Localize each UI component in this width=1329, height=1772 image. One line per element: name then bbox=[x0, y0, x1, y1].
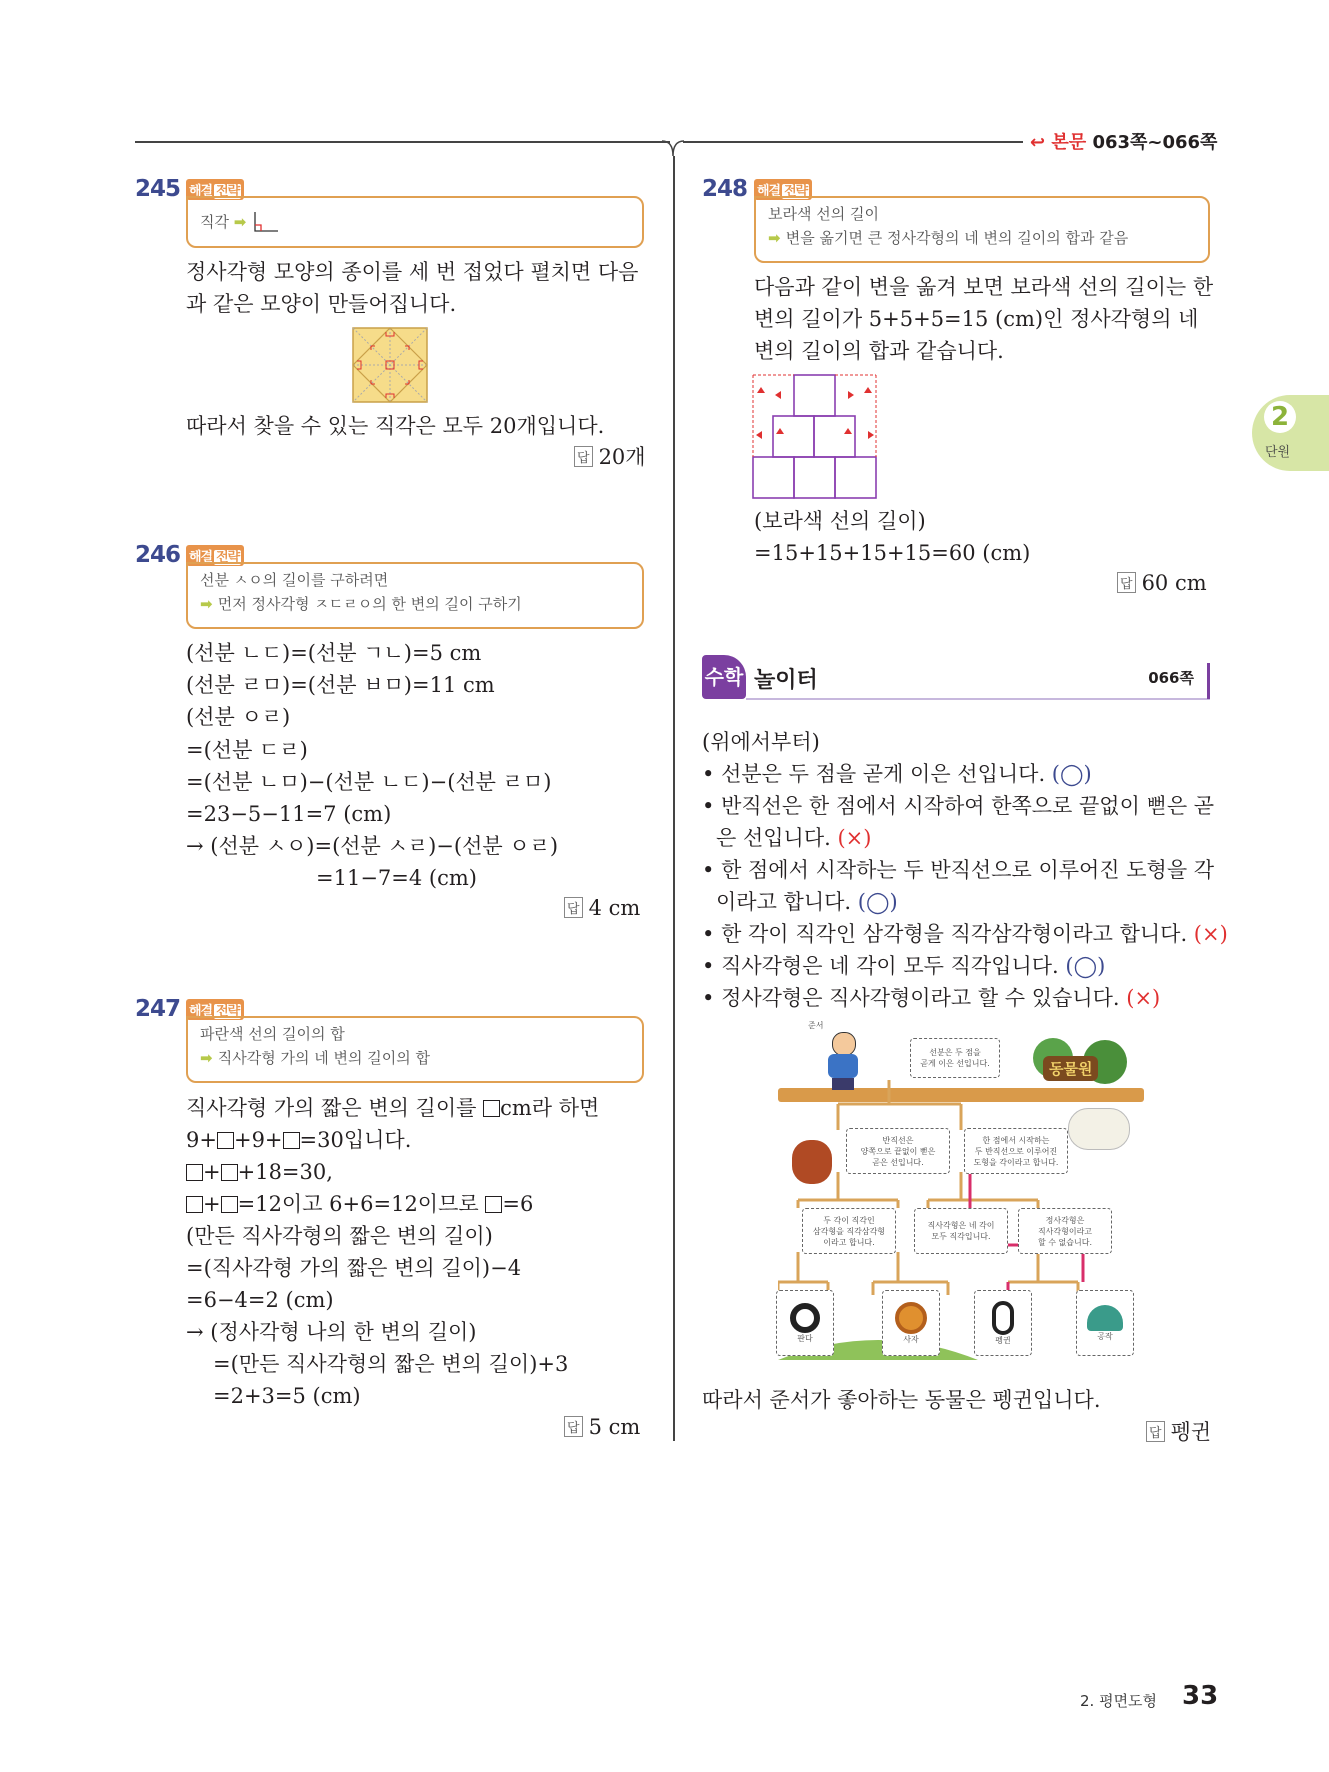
peacock-icon bbox=[1087, 1305, 1123, 1331]
line: =2+3=5 (cm) bbox=[213, 1384, 361, 1408]
arrow-icon: ➡ bbox=[233, 213, 247, 231]
hint-box bbox=[186, 1016, 644, 1083]
answer: 답 20개 bbox=[574, 441, 646, 471]
bullet-item: • 직사각형은 네 각이 모두 직각입니다. (◯) bbox=[702, 954, 1106, 978]
diagram-node: 한 점에서 시작하는 두 반직선으로 이루어진 도형을 각이라고 합니다. bbox=[964, 1128, 1068, 1174]
unit-tab bbox=[1252, 395, 1329, 471]
penguin-icon bbox=[992, 1301, 1014, 1335]
arrow-icon: ➡ bbox=[200, 1049, 218, 1067]
line: + +18=30, bbox=[186, 1156, 333, 1188]
answer: 답 펭귄 bbox=[1146, 1416, 1211, 1446]
header-rule-right bbox=[683, 141, 1023, 143]
line: 변의 길이의 합과 같습니다. bbox=[754, 339, 1004, 363]
page-reference bbox=[1030, 128, 1217, 154]
line: =23−5−11=7 (cm) bbox=[186, 802, 392, 826]
arrow-icon: ➡ bbox=[768, 229, 786, 247]
hint-box bbox=[186, 562, 644, 629]
bullet-item-cont: 이라고 합니다. (◯) bbox=[716, 890, 898, 914]
bullet-item: • 한 점에서 시작하는 두 반직선으로 이루어진 도형을 각 bbox=[702, 858, 1215, 882]
person-name: 준서 bbox=[808, 1021, 824, 1030]
line: (보라색 선의 길이) bbox=[754, 509, 926, 533]
line: 과 같은 모양이 만들어집니다. bbox=[186, 292, 457, 316]
diagram-node: 두 각이 직각인 삼각형을 직각삼각형 이라고 합니다. bbox=[802, 1208, 896, 1254]
line: 다음과 같이 변을 옮겨 보면 보라색 선의 길이는 한 bbox=[754, 275, 1214, 299]
line: 변의 길이가 5+5+5=15 (cm)인 정사각형의 네 bbox=[754, 307, 1199, 331]
right-angle-icon bbox=[251, 211, 279, 233]
hint-text: 파란색 선의 길이의 합 bbox=[200, 1025, 345, 1043]
panda-icon bbox=[790, 1303, 820, 1333]
animal-peacock: 공작 bbox=[1076, 1290, 1134, 1356]
math-badge: 수학 bbox=[702, 655, 746, 699]
section-title: 놀이터 bbox=[754, 668, 818, 693]
arrow-icon: ➡ bbox=[200, 595, 218, 613]
hint-text: 선분 ㅅㅇ의 길이를 구하려면 bbox=[200, 571, 389, 589]
header-underline bbox=[746, 698, 1210, 700]
maze-diagram bbox=[778, 1020, 1144, 1370]
header-rule-curve bbox=[660, 140, 690, 162]
line: 정사각형 모양의 종이를 세 번 접었다 펼치면 다음 bbox=[186, 260, 639, 284]
blank-box bbox=[186, 1164, 203, 1181]
hint-text: ➡ 직사각형 가의 네 변의 길이의 합 bbox=[200, 1049, 431, 1067]
line: → (정사각형 나의 한 변의 길이) bbox=[186, 1320, 477, 1344]
unit-label: 단원 bbox=[1265, 445, 1291, 460]
strategy-badge: 해결 전략 bbox=[186, 999, 244, 1020]
ref-label: 본문 bbox=[1051, 132, 1087, 153]
answer: 답 60 cm bbox=[1117, 571, 1207, 595]
line: (선분 ㄴㄷ)=(선분 ㄱㄴ)=5 cm bbox=[186, 641, 482, 665]
strategy-badge: 해결 전략 bbox=[754, 179, 812, 200]
section-page: 066쪽 bbox=[1148, 669, 1194, 687]
footer-chapter: 2. 평면도형 bbox=[1080, 1692, 1158, 1710]
lion-icon bbox=[895, 1302, 927, 1334]
strategy-badge: 해결 전략 bbox=[186, 179, 244, 200]
person-illustration bbox=[818, 1030, 868, 1090]
hint-box bbox=[186, 196, 644, 248]
question-number: 248 bbox=[702, 176, 748, 202]
stacked-squares-figure bbox=[752, 373, 880, 501]
animal-panda: 판다 bbox=[776, 1290, 834, 1356]
header-rule bbox=[135, 141, 670, 143]
line: =15+15+15+15=60 (cm) bbox=[754, 541, 1031, 565]
diagram-node: 정사각형은 직사각형이라고 할 수 없습니다. bbox=[1018, 1208, 1112, 1254]
conclusion: 따라서 찾을 수 있는 직각은 모두 20개입니다. bbox=[186, 414, 605, 438]
diagram-node: 직사각형은 네 각이 모두 직각입니다. bbox=[914, 1208, 1008, 1254]
red-panda-illustration bbox=[792, 1140, 832, 1184]
bullet-item: • 한 각이 직각인 삼각형을 직각삼각형이라고 합니다. (×) bbox=[702, 922, 1228, 946]
blank-box bbox=[221, 1196, 238, 1213]
blank-box bbox=[217, 1132, 234, 1149]
diagram-node: 반직선은 양쪽으로 끝없이 뻗은 곧은 선입니다. bbox=[846, 1128, 950, 1174]
line: 9+ +9+ =30입니다. bbox=[186, 1128, 412, 1152]
unit-number: 2 bbox=[1264, 401, 1296, 433]
sheep-illustration bbox=[1068, 1108, 1130, 1150]
hint-text: ➡ 변을 옮기면 큰 정사각형의 네 변의 길이의 합과 같음 bbox=[768, 229, 1129, 247]
strategy-badge: 해결 전략 bbox=[186, 545, 244, 566]
bullet-item: • 정사각형은 직사각형이라고 할 수 있습니다. (×) bbox=[702, 986, 1161, 1010]
animal-lion: 사자 bbox=[882, 1290, 940, 1356]
conclusion: 따라서 준서가 좋아하는 동물은 펭귄입니다. bbox=[702, 1388, 1101, 1412]
return-arrow-icon: ↩ bbox=[1030, 132, 1046, 153]
blank-box bbox=[186, 1196, 203, 1213]
line: (선분 ㅇㄹ) bbox=[186, 705, 291, 729]
hint-text: ➡ 먼저 정사각형 ㅈㄷㄹㅇ의 한 변의 길이 구하기 bbox=[200, 595, 522, 613]
line: =(직사각형 가의 짧은 변의 길이)−4 bbox=[186, 1256, 522, 1280]
line: + =12이고 6+6=12이므로 =6 bbox=[186, 1188, 533, 1220]
question-number: 246 bbox=[135, 542, 181, 568]
line: 직사각형 가의 짧은 변의 길이를 cm라 하면 bbox=[186, 1096, 600, 1120]
line: =(선분 ㄷㄹ) bbox=[186, 738, 308, 762]
animal-penguin: 펭귄 bbox=[974, 1290, 1032, 1356]
line: (선분 ㄹㅁ)=(선분 ㅂㅁ)=11 cm bbox=[186, 673, 495, 697]
line: (만든 직사각형의 짧은 변의 길이) bbox=[186, 1224, 493, 1248]
answer: 답 5 cm bbox=[564, 1415, 640, 1439]
line: =11−7=4 (cm) bbox=[316, 866, 477, 890]
bullet-item: • 반직선은 한 점에서 시작하여 한쪽으로 끝없이 뻗은 곧 bbox=[702, 794, 1215, 818]
intro: (위에서부터) bbox=[702, 730, 820, 754]
bullet-item: • 선분은 두 점을 곧게 이은 선입니다. (◯) bbox=[702, 762, 1092, 786]
diagram-node: 선분은 두 점을 곧게 이은 선입니다. bbox=[910, 1038, 1000, 1078]
hint-text: 보라색 선의 길이 bbox=[768, 205, 879, 223]
blank-box bbox=[485, 1196, 502, 1213]
page-number: 33 bbox=[1182, 1681, 1219, 1711]
playground-header bbox=[702, 655, 1210, 701]
line: =6−4=2 (cm) bbox=[186, 1288, 334, 1312]
line: → (선분 ㅅㅇ)=(선분 ㅅㄹ)−(선분 ㅇㄹ) bbox=[186, 834, 559, 858]
ref-pages: 063쪽~066쪽 bbox=[1092, 132, 1218, 153]
blank-box bbox=[283, 1132, 300, 1149]
blank-box bbox=[221, 1164, 238, 1181]
hint-box bbox=[754, 196, 1210, 263]
line: =(선분 ㄴㅁ)−(선분 ㄴㄷ)−(선분 ㄹㅁ) bbox=[186, 770, 552, 794]
hint-text: 직각 bbox=[200, 213, 229, 231]
column-divider bbox=[673, 156, 675, 1441]
header-right-edge bbox=[1207, 663, 1210, 699]
line: =(만든 직사각형의 짧은 변의 길이)+3 bbox=[213, 1352, 569, 1376]
question-number: 247 bbox=[135, 996, 181, 1022]
blank-box bbox=[483, 1100, 500, 1117]
question-number: 245 bbox=[135, 176, 181, 202]
zoo-trees bbox=[1023, 1038, 1133, 1092]
folded-paper-figure bbox=[352, 327, 428, 403]
bullet-item-cont: 은 선입니다. (×) bbox=[716, 826, 872, 850]
answer: 답 4 cm bbox=[564, 896, 640, 920]
zoo-sign: 동물원 bbox=[1043, 1056, 1098, 1081]
